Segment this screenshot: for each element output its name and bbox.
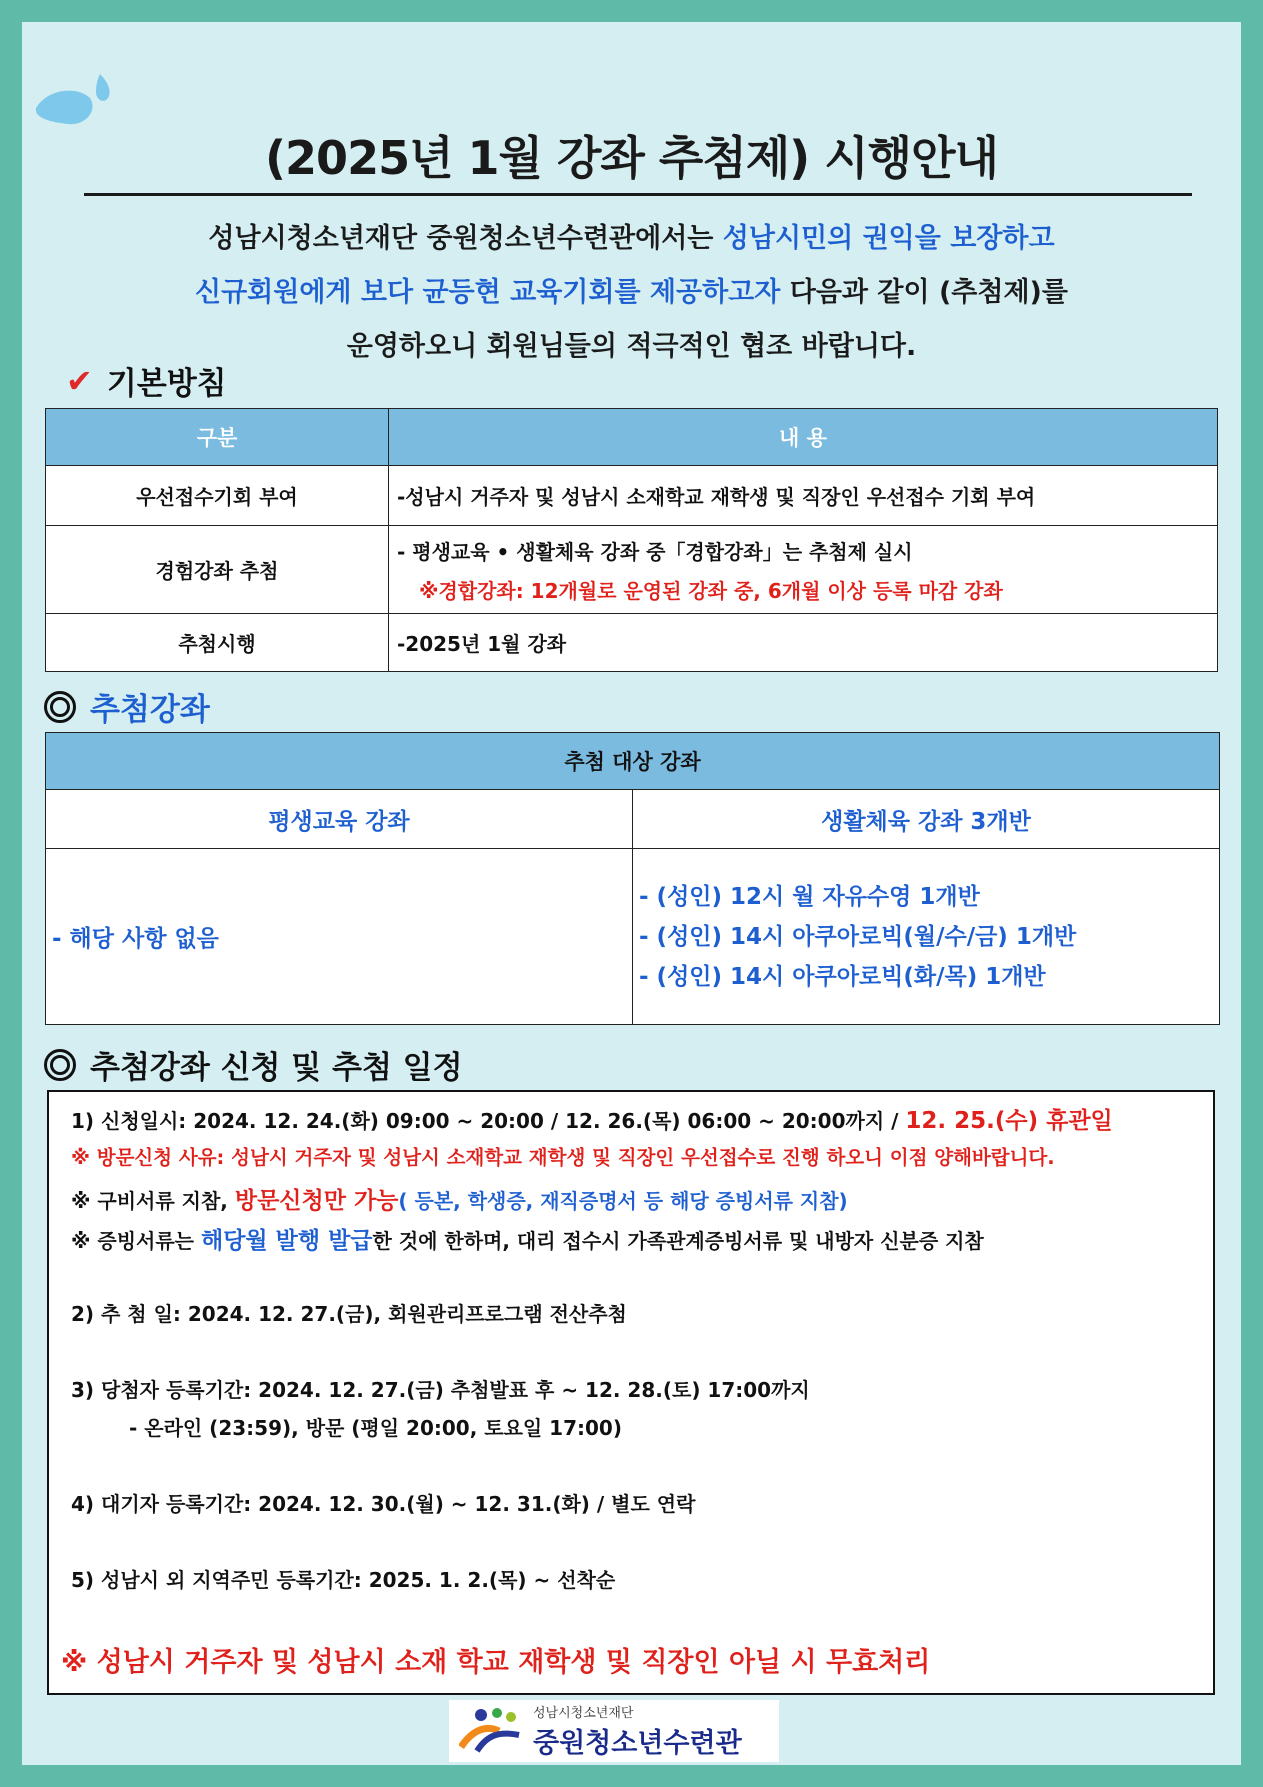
col-sports: 생활체육 강좌 3개반 bbox=[633, 790, 1220, 849]
lottery-courses-table bbox=[45, 732, 1220, 1025]
section-schedule-heading: 추첨강좌 신청 및 추첨 일정 bbox=[44, 1042, 463, 1087]
table-title: 추첨 대상 강좌 bbox=[46, 733, 1220, 790]
col-lifelong-education: 평생교육 강좌 bbox=[46, 790, 633, 849]
sports-courses bbox=[633, 849, 1220, 1025]
list-item: - (성인) 14시 아쿠아로빅(화/목) 1개반 bbox=[639, 963, 1046, 990]
page-title: (2025년 1월 강좌 추첨제) 시행안내 bbox=[265, 131, 998, 185]
bullseye-icon bbox=[44, 1049, 76, 1081]
logo-mark-icon bbox=[459, 1707, 523, 1755]
row-value: -2025년 1월 강좌 bbox=[389, 614, 1218, 672]
bullseye-icon bbox=[44, 691, 76, 723]
lifelong-courses: - 해당 사항 없음 bbox=[46, 849, 633, 1025]
basic-policy-table bbox=[45, 408, 1218, 672]
list-item: - (성인) 14시 아쿠아로빅(월/수/금) 1개반 bbox=[639, 923, 1077, 950]
list-item: - (성인) 12시 월 자유수영 1개반 bbox=[639, 883, 980, 910]
organization-logo: 성남시청소년재단 중원청소년수련관 bbox=[449, 1700, 779, 1762]
row-value: -성남시 거주자 및 성남시 소재학교 재학생 및 직장인 우선접수 기회 부여 bbox=[389, 466, 1218, 526]
section-lottery-heading: 추첨강좌 bbox=[44, 684, 210, 729]
row-key: 경험강좌 추첨 bbox=[46, 526, 389, 614]
col-category: 구분 bbox=[46, 409, 389, 466]
row-value: - 평생교육 • 생활체육 강좌 중「경합강좌」는 추첨제 실시 ※경합강좌: 12개월로 운영된 강좌 중, 6개월 이상 등록 마감 강좌 bbox=[389, 526, 1218, 614]
title-divider bbox=[84, 193, 1192, 196]
section-basic-policy-heading: ✔ 기본방침 bbox=[66, 361, 227, 402]
col-content: 내 용 bbox=[389, 409, 1218, 466]
row-key: 우선접수기회 부여 bbox=[46, 466, 389, 526]
check-icon: ✔ bbox=[66, 361, 93, 400]
intro-text: 성남시청소년재단 중원청소년수련관에서는 성남시민의 권익을 보장하고 신규회원에게 보다 균등현 교육기회를 제공하고자 다음과 같이 (추첨제)를 운영하오니 회원님들의 적극적인 협조 바랍니다. bbox=[195, 223, 1068, 362]
row-key: 추첨시행 bbox=[46, 614, 389, 672]
invalid-warning: ※ 성남시 거주자 및 성남시 소재 학교 재학생 및 직장인 아닐 시 무효처리 bbox=[61, 1647, 931, 1678]
schedule-box: 1) 신청일시: 2024. 12. 24.(화) 09:00 ~ 20:00 / 12. 26.(목) 06:00 ~ 20:00까지 / 12. 25.(수) 휴관일 ※ 방문신청 사유: 성남시 거주자 및 성남시 소재학교 재학생 및 직장인 우선접수로 진행 하오니 이점 양해바랍니다. ※ 구비서류 지참, 방문신청만 가능( 등본, 학생증, 재직증명서 등 해당 증빙서류 지참) ※ 증빙서류는 해당월 발행 발급한 것에 한하며, 대리 접수시 가족관계증빙서류 및 내방자 신분증 지참 2) 추 첨 일: 2024. 12. 27.(금), 회원관리프로그램 전산추첨 3) 당첨자 등록기간: 2024. 12. 27.(금) 추첨발표 후 ~ 12. 28.(토) 17:00까지 - 온라인 (23:59), 방문 (평일 20:00, 토요일 17:00) 4) 대기자 등록기간: 2024. 12. 30.(월) ~ 12. 31.(화) / 별도 연락 5) 성남시 외 지역주민 등록기간: 2025. 1. 2.(목) ~ 선착순 ※ 성남시 거주자 및 성남시 소재 학교 재학생 및 직장인 아닐 시 무효처리 bbox=[47, 1090, 1215, 1695]
